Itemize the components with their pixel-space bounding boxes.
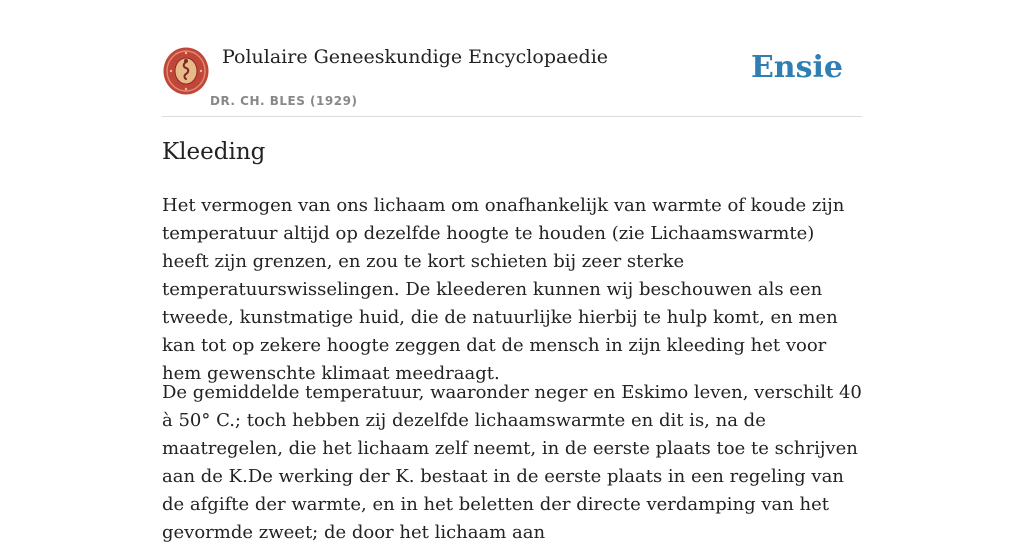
book-title[interactable]: Polulaire Geneeskundige Encyclopaedie: [222, 46, 609, 68]
brand-logo-link[interactable]: Ensie: [750, 50, 843, 85]
entry-title: Kleeding: [162, 139, 266, 165]
author-label: DR. CH. BLES (1929): [210, 94, 358, 108]
page: [162, 0, 862, 543]
entry-paragraph-2: De gemiddelde temperatuur, waaronder neger en Eskimo leven, verschilt 40 à 50° C.; toch hebben zij dezelfde lichaamswarmte en dit is, na de maatregelen, die het lichaam zelf neemt, in de eerste plaats toe te schrijven aan de K.De werking der K. bestaat in de eerste plaats in een regeling van de afgifte der warmte, en in het beletten der directe verdamping van het gevormde zweet; de door het lichaam aan: [162, 382, 862, 543]
entry-paragraph-1: Het vermogen van ons lichaam om onafhankelijk van warmte of koude zijn temperatuur altijd op dezelfde hoogte te houden (zie Lichaamswarmte) heeft zijn grenzen, en zou te kort schieten bij zeer sterke temperatuurswisselingen. De kleederen kunnen wij beschouwen als een tweede, kunstmatige huid, die de natuurlijke hierbij te hulp komt, en men kan tot op zekere hoogte zeggen dat de mensch in zijn kleeding het voor hem gewenschte klimaat meedraagt.: [162, 195, 845, 384]
site-header: [162, 0, 862, 117]
book-cover-emblem-icon[interactable]: [163, 47, 209, 95]
